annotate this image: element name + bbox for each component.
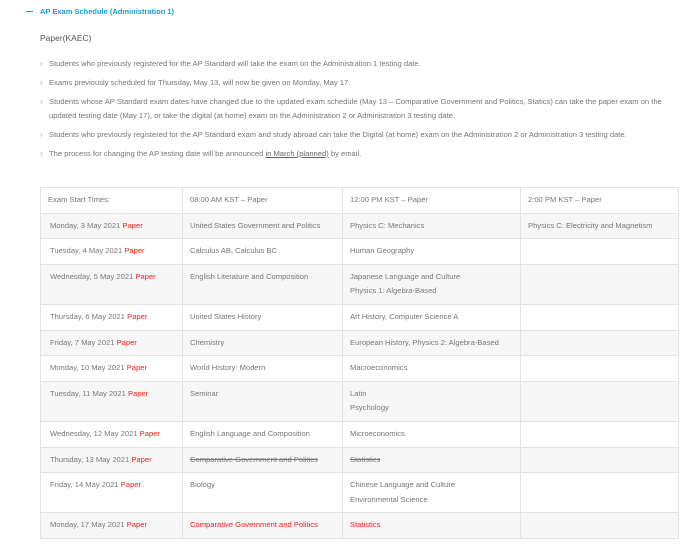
exam-date: Tuesday, 11 May 2021: [50, 388, 126, 398]
am-exam-cell: [183, 421, 343, 447]
paper-label: Paper: [139, 428, 160, 438]
noon-exam-cell: [343, 381, 521, 421]
date-cell: [41, 330, 183, 356]
table-row: [41, 356, 679, 382]
am-exam-cell: [183, 330, 343, 356]
am-exam-cell: [183, 239, 343, 265]
pm-exam-cell: [521, 239, 679, 265]
header-cell: 12:00 PM KST – Paper: [343, 188, 521, 214]
cell-text: Microeconomics: [350, 428, 405, 438]
pm-exam-cell: [521, 213, 679, 239]
exam-date: Friday, 7 May 2021: [50, 337, 115, 347]
paper-label: Paper: [126, 363, 147, 373]
am-exam-cell: [183, 213, 343, 239]
pm-exam-cell: [521, 381, 679, 421]
am-exam-cell: [183, 304, 343, 330]
collapse-icon[interactable]: [26, 11, 33, 13]
cell-text: Statistics: [350, 454, 381, 464]
pm-exam-cell: [521, 447, 679, 473]
noon-exam-cell: [343, 239, 521, 265]
cell-line: Environmental Science: [350, 494, 428, 504]
note-item: › Students who previously registered for the AP Standard will take the exam on the Administration 1 testing date.: [40, 57, 670, 71]
date-cell: [41, 421, 183, 447]
header-cell: 2:00 PM KST – Paper: [521, 188, 679, 214]
am-exam-cell: [183, 447, 343, 473]
exam-date: Tuesday, 4 May 2021: [50, 246, 123, 256]
exam-date: Monday, 17 May 2021: [50, 520, 125, 530]
am-exam-cell: [183, 473, 343, 513]
table-row: [41, 330, 679, 356]
note-text: The process for changing the AP testing date will be announced: [49, 149, 266, 158]
cell-text: Statistics: [350, 520, 381, 530]
date-cell: [41, 213, 183, 239]
cell-text: English Literature and Composition: [190, 271, 309, 281]
announcement-link[interactable]: in March (planned): [265, 149, 329, 158]
date-cell: [41, 239, 183, 265]
noon-exam-cell: [343, 264, 521, 304]
table-row: [41, 421, 679, 447]
date-cell: [41, 304, 183, 330]
section-header[interactable]: [26, 7, 174, 16]
noon-exam-cell: [343, 304, 521, 330]
noon-exam-cell: [343, 447, 521, 473]
cell-line: Physics 1: Algebra-Based: [350, 286, 437, 296]
table-row: [41, 381, 679, 421]
paper-label: Paper: [127, 311, 148, 321]
cell-line: Chinese Language and Culture: [350, 480, 456, 490]
cell-text: Calculus AB, Calculus BC: [190, 246, 277, 256]
pm-exam-cell: [521, 304, 679, 330]
exam-schedule-table: [40, 187, 679, 539]
note-item: [40, 147, 670, 161]
am-exam-cell: [183, 356, 343, 382]
table-row: [41, 213, 679, 239]
pm-exam-cell: [521, 421, 679, 447]
table-header-row: [41, 188, 679, 214]
table-row: [41, 473, 679, 513]
cell-text: Human Geography: [350, 246, 415, 256]
exam-date: Monday, 10 May 2021: [50, 363, 125, 373]
exam-date: Thursday, 13 May 2021: [50, 454, 130, 464]
cell-text: Physics C: Mechanics: [350, 220, 425, 230]
exam-date: Thursday, 6 May 2021: [50, 311, 125, 321]
noon-exam-cell: [343, 356, 521, 382]
table-row: [41, 239, 679, 265]
notes-list: [40, 57, 670, 166]
cell-text: Chemistry: [190, 337, 225, 347]
pm-exam-cell: [521, 330, 679, 356]
am-exam-cell: [183, 381, 343, 421]
table-row: [41, 304, 679, 330]
cell-text: Biology: [190, 480, 215, 490]
noon-exam-cell: [343, 213, 521, 239]
header-cell: 08:00 AM KST – Paper: [183, 188, 343, 214]
table-body: [41, 213, 679, 538]
cell-line: Latin: [350, 388, 367, 398]
date-cell: [41, 513, 183, 539]
noon-exam-cell: [343, 330, 521, 356]
exam-date: Wednesday, 12 May 2021: [50, 428, 138, 438]
note-text: by email.: [328, 149, 362, 158]
date-cell: [41, 473, 183, 513]
date-cell: [41, 447, 183, 473]
paper-label: Paper: [131, 454, 152, 464]
pm-exam-cell: [521, 473, 679, 513]
cell-text: Comparative Government and Politics: [190, 454, 318, 464]
noon-exam-cell: [343, 421, 521, 447]
cell-text: Art History, Computer Science A: [350, 311, 459, 321]
cell-text: English Language and Composition: [190, 428, 310, 438]
paper-label: Paper: [120, 480, 142, 490]
table-row: [41, 264, 679, 304]
date-cell: [41, 356, 183, 382]
paper-label: Paper: [116, 337, 137, 347]
paper-label: Paper: [127, 388, 149, 398]
pm-exam-cell: [521, 264, 679, 304]
cell-text: Macroeconomics: [350, 363, 408, 373]
paper-label: Paper: [135, 271, 156, 281]
cell-text: Physics C: Electricity and Magnetism: [528, 220, 653, 230]
am-exam-cell: [183, 264, 343, 304]
cell-text: Seminar: [190, 388, 219, 398]
cell-line: Japanese Language and Culture: [350, 271, 461, 281]
cell-text: European History, Physics 2: Algebra-Based: [350, 337, 499, 347]
table-row: [41, 447, 679, 473]
pm-exam-cell: [521, 513, 679, 539]
am-exam-cell: [183, 513, 343, 539]
pm-exam-cell: [521, 356, 679, 382]
subtitle: Paper(KAEC): [40, 33, 92, 43]
note-item: › Exams previously scheduled for Thursday, May 13, will now be given on Monday, May 17.: [40, 76, 670, 90]
note-item: › Students whose AP Standard exam dates have changed due to the updated exam schedule (May 13 – Comparative Government and Politics, Statics) can take the paper exam on the updated testing date (May 17), or take the digital (at home) exam on the Administration 2 or Administration 3 testing date.: [40, 95, 670, 123]
header-cell: Exam Start Times:: [41, 188, 183, 214]
date-cell: [41, 264, 183, 304]
date-cell: [41, 381, 183, 421]
section-title: AP Exam Schedule (Administration 1): [40, 7, 175, 16]
exam-date: Friday, 14 May 2021: [50, 480, 119, 490]
note-item: › Students who previously registered for the AP Standard exam and study abroad can take the Digital (at home) exam on the Administration 2 or Administration 3 testing date.: [40, 128, 670, 142]
paper-label: Paper: [124, 246, 145, 256]
noon-exam-cell: [343, 513, 521, 539]
cell-text: Comparative Government and Politics: [190, 520, 318, 530]
cell-text: World History: Modern: [190, 363, 266, 373]
cell-line: Psychology: [350, 403, 389, 413]
cell-text: United States History: [190, 311, 262, 321]
exam-date: Wednesday, 5 May 2021: [50, 271, 134, 281]
exam-date: Monday, 3 May 2021: [50, 220, 121, 230]
table-row: [41, 513, 679, 539]
cell-text: United States Government and Politics: [190, 220, 321, 230]
paper-label: Paper: [122, 220, 143, 230]
paper-label: Paper: [126, 520, 147, 530]
noon-exam-cell: [343, 473, 521, 513]
